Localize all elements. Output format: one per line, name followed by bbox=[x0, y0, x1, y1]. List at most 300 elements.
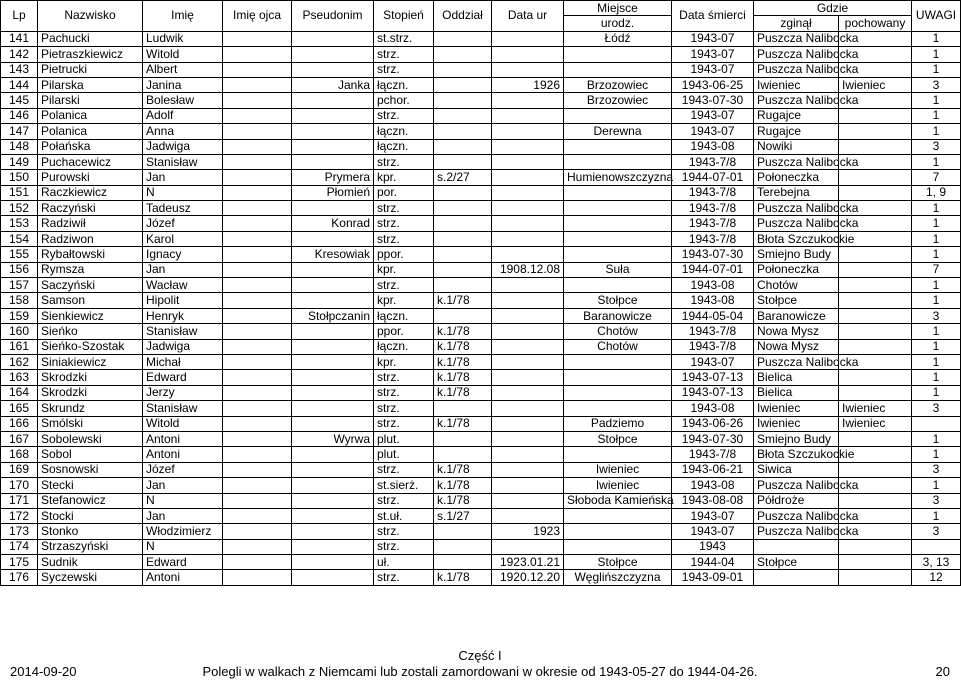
col-data-ur: Data ur bbox=[492, 1, 564, 32]
cell-lp: 145 bbox=[1, 93, 38, 108]
cell-zginal: Półdroże bbox=[754, 493, 839, 508]
cell-imie: Antoni bbox=[143, 431, 223, 446]
cell-imie: Adolf bbox=[143, 108, 223, 123]
cell-imie: Włodzimierz bbox=[143, 524, 223, 539]
cell-stopien: łączn. bbox=[374, 124, 434, 139]
cell-data-smierci: 1944-05-04 bbox=[672, 308, 754, 323]
cell-data-ur: 1908.12.08 bbox=[492, 262, 564, 277]
cell-data-smierci: 1944-04 bbox=[672, 555, 754, 570]
cell-zginal bbox=[754, 539, 839, 554]
cell-miejsce: Stołpce bbox=[564, 555, 672, 570]
cell-miejsce: Derewna bbox=[564, 124, 672, 139]
cell-imie: Jan bbox=[143, 170, 223, 185]
cell-data-ur: 1926 bbox=[492, 77, 564, 92]
cell-zginal: Puszcza Nalibocka bbox=[754, 31, 839, 46]
cell-stopien: strz. bbox=[374, 231, 434, 246]
cell-stopien: strz. bbox=[374, 401, 434, 416]
cell-imie: Anna bbox=[143, 124, 223, 139]
cell-data-smierci: 1943-08 bbox=[672, 401, 754, 416]
table-row bbox=[1, 154, 961, 169]
cell-miejsce bbox=[564, 231, 672, 246]
cell-miejsce: Chotów bbox=[564, 339, 672, 354]
cell-stopien: strz. bbox=[374, 370, 434, 385]
cell-miejsce: Stołpce bbox=[564, 293, 672, 308]
cell-pseudonim: Stołpczanin bbox=[292, 308, 374, 323]
col-oddzial: Oddział bbox=[434, 1, 492, 32]
cell-zginal: Puszcza Nalibocka bbox=[754, 93, 839, 108]
cell-data-ur bbox=[492, 216, 564, 231]
table-row bbox=[1, 324, 961, 339]
cell-stopien: strz. bbox=[374, 524, 434, 539]
cell-nazwisko: Sudnik bbox=[38, 555, 143, 570]
cell-lp: 143 bbox=[1, 62, 38, 77]
cell-pochowany bbox=[839, 324, 912, 339]
cell-data-smierci: 1943-06-26 bbox=[672, 416, 754, 431]
cell-data-ur bbox=[492, 62, 564, 77]
cell-nazwisko: Stecki bbox=[38, 478, 143, 493]
cell-data-smierci: 1943 bbox=[672, 539, 754, 554]
cell-data-ur bbox=[492, 247, 564, 262]
cell-imie: Antoni bbox=[143, 447, 223, 462]
cell-imie: Józef bbox=[143, 462, 223, 477]
cell-pochowany bbox=[839, 431, 912, 446]
cell-imie: Hipolit bbox=[143, 293, 223, 308]
cell-data-ur bbox=[492, 447, 564, 462]
cell-miejsce bbox=[564, 354, 672, 369]
cell-imie-ojca bbox=[223, 416, 292, 431]
cell-zginal: Błota Szczukockie bbox=[754, 231, 839, 246]
cell-zginal: Puszcza Nalibocka bbox=[754, 154, 839, 169]
footer-part: Część I bbox=[458, 648, 502, 663]
cell-imie-ojca bbox=[223, 231, 292, 246]
cell-zginal: Połoneczka bbox=[754, 262, 839, 277]
cell-lp: 163 bbox=[1, 370, 38, 385]
cell-nazwisko: Skrodzki bbox=[38, 385, 143, 400]
cell-lp: 169 bbox=[1, 462, 38, 477]
cell-zginal: Chotów bbox=[754, 278, 839, 293]
cell-lp: 165 bbox=[1, 401, 38, 416]
cell-lp: 168 bbox=[1, 447, 38, 462]
cell-oddzial bbox=[434, 447, 492, 462]
cell-oddzial bbox=[434, 124, 492, 139]
cell-data-smierci: 1943-07 bbox=[672, 124, 754, 139]
cell-zginal bbox=[754, 570, 839, 585]
cell-stopien: st.uł. bbox=[374, 508, 434, 523]
cell-uwagi: 1 bbox=[912, 278, 961, 293]
cell-oddzial: k.1/78 bbox=[434, 339, 492, 354]
cell-uwagi: 1, 9 bbox=[912, 185, 961, 200]
cell-imie-ojca bbox=[223, 493, 292, 508]
cell-oddzial bbox=[434, 108, 492, 123]
header-row bbox=[1, 1, 961, 16]
cell-nazwisko: Sosnowski bbox=[38, 462, 143, 477]
cell-data-smierci: 1943-07-30 bbox=[672, 93, 754, 108]
cell-miejsce bbox=[564, 216, 672, 231]
cell-data-smierci: 1943-7/8 bbox=[672, 185, 754, 200]
cell-miejsce: Słoboda Kamieńska bbox=[564, 493, 672, 508]
cell-oddzial bbox=[434, 62, 492, 77]
footer-date: 2014-09-20 bbox=[10, 664, 77, 679]
cell-data-ur bbox=[492, 354, 564, 369]
cell-zginal: Smiejno Budy bbox=[754, 247, 839, 262]
cell-pseudonim bbox=[292, 293, 374, 308]
cell-uwagi: 1 bbox=[912, 431, 961, 446]
cell-pseudonim bbox=[292, 62, 374, 77]
cell-pseudonim: Płomień bbox=[292, 185, 374, 200]
cell-miejsce bbox=[564, 185, 672, 200]
cell-uwagi: 7 bbox=[912, 170, 961, 185]
cell-oddzial bbox=[434, 185, 492, 200]
cell-imie: Witold bbox=[143, 416, 223, 431]
cell-imie: Henryk bbox=[143, 308, 223, 323]
col-gdzie: Gdzie bbox=[754, 1, 912, 16]
cell-pseudonim bbox=[292, 339, 374, 354]
cell-miejsce bbox=[564, 278, 672, 293]
cell-zginal: Nowa Mysz bbox=[754, 324, 839, 339]
cell-miejsce: Suła bbox=[564, 262, 672, 277]
cell-imie-ojca bbox=[223, 462, 292, 477]
cell-imie-ojca bbox=[223, 370, 292, 385]
cell-imie-ojca bbox=[223, 308, 292, 323]
col-stopien: Stopień bbox=[374, 1, 434, 32]
cell-lp: 141 bbox=[1, 31, 38, 46]
cell-pseudonim: Konrad bbox=[292, 216, 374, 231]
cell-miejsce: Baranowicze bbox=[564, 308, 672, 323]
cell-nazwisko: Pilarski bbox=[38, 93, 143, 108]
cell-lp: 144 bbox=[1, 77, 38, 92]
cell-uwagi: 1 bbox=[912, 124, 961, 139]
cell-pochowany bbox=[839, 493, 912, 508]
cell-uwagi: 1 bbox=[912, 324, 961, 339]
cell-lp: 173 bbox=[1, 524, 38, 539]
table-row bbox=[1, 462, 961, 477]
cell-data-smierci: 1943-07 bbox=[672, 62, 754, 77]
cell-oddzial bbox=[434, 231, 492, 246]
cell-zginal: Puszcza Nalibocka bbox=[754, 62, 839, 77]
cell-data-ur bbox=[492, 539, 564, 554]
cell-data-smierci: 1943-06-21 bbox=[672, 462, 754, 477]
cell-nazwisko: Raczyński bbox=[38, 201, 143, 216]
cell-uwagi: 1 bbox=[912, 31, 961, 46]
cell-lp: 154 bbox=[1, 231, 38, 246]
cell-uwagi: 1 bbox=[912, 201, 961, 216]
cell-oddzial bbox=[434, 278, 492, 293]
cell-uwagi: 1 bbox=[912, 47, 961, 62]
cell-stopien: kpr. bbox=[374, 262, 434, 277]
cell-data-smierci: 1943-07-13 bbox=[672, 385, 754, 400]
cell-data-smierci: 1943-06-25 bbox=[672, 77, 754, 92]
table-row bbox=[1, 231, 961, 246]
col-pseudonim: Pseudonim bbox=[292, 1, 374, 32]
cell-uwagi: 3 bbox=[912, 524, 961, 539]
cell-uwagi: 1 bbox=[912, 354, 961, 369]
cell-pseudonim bbox=[292, 370, 374, 385]
cell-uwagi: 3 bbox=[912, 493, 961, 508]
cell-oddzial: k.1/78 bbox=[434, 462, 492, 477]
cell-imie-ojca bbox=[223, 77, 292, 92]
cell-zginal: Puszcza Nalibocka bbox=[754, 508, 839, 523]
cell-pseudonim: Prymera bbox=[292, 170, 374, 185]
cell-imie: Wacław bbox=[143, 278, 223, 293]
cell-data-ur bbox=[492, 508, 564, 523]
cell-pochowany bbox=[839, 170, 912, 185]
cell-data-ur bbox=[492, 370, 564, 385]
cell-oddzial: k.1/78 bbox=[434, 493, 492, 508]
col-data-smierci: Data śmierci bbox=[672, 1, 754, 32]
cell-zginal: Iwieniec bbox=[754, 416, 839, 431]
cell-stopien: plut. bbox=[374, 447, 434, 462]
cell-data-smierci: 1943-08 bbox=[672, 139, 754, 154]
table-row bbox=[1, 124, 961, 139]
cell-oddzial bbox=[434, 308, 492, 323]
cell-data-smierci: 1943-07-30 bbox=[672, 431, 754, 446]
cell-stopien: strz. bbox=[374, 47, 434, 62]
cell-data-ur bbox=[492, 308, 564, 323]
cell-imie: Bolesław bbox=[143, 93, 223, 108]
cell-pseudonim bbox=[292, 401, 374, 416]
cell-uwagi bbox=[912, 539, 961, 554]
cell-imie: Janina bbox=[143, 77, 223, 92]
col-miejsce: Miejsce bbox=[564, 1, 672, 16]
cell-miejsce bbox=[564, 108, 672, 123]
cell-oddzial bbox=[434, 216, 492, 231]
cell-nazwisko: Polanica bbox=[38, 124, 143, 139]
cell-uwagi: 1 bbox=[912, 62, 961, 77]
cell-zginal: Puszcza Nalibocka bbox=[754, 201, 839, 216]
cell-stopien: strz. bbox=[374, 62, 434, 77]
cell-nazwisko: Sieńko bbox=[38, 324, 143, 339]
cell-imie-ojca bbox=[223, 539, 292, 554]
cell-imie: Michał bbox=[143, 354, 223, 369]
cell-imie: Jan bbox=[143, 262, 223, 277]
cell-stopien: łączn. bbox=[374, 139, 434, 154]
cell-oddzial bbox=[434, 31, 492, 46]
cell-pochowany bbox=[839, 185, 912, 200]
cell-uwagi: 12 bbox=[912, 570, 961, 585]
cell-uwagi: 7 bbox=[912, 262, 961, 277]
cell-data-smierci: 1943-07 bbox=[672, 524, 754, 539]
cell-data-ur bbox=[492, 431, 564, 446]
cell-imie-ojca bbox=[223, 170, 292, 185]
cell-nazwisko: Sienkiewicz bbox=[38, 308, 143, 323]
cell-pseudonim bbox=[292, 108, 374, 123]
cell-oddzial: k.1/78 bbox=[434, 478, 492, 493]
cell-oddzial bbox=[434, 431, 492, 446]
cell-oddzial bbox=[434, 77, 492, 92]
cell-imie: N bbox=[143, 185, 223, 200]
table-row bbox=[1, 293, 961, 308]
cell-pseudonim bbox=[292, 462, 374, 477]
cell-pochowany bbox=[839, 108, 912, 123]
cell-data-ur bbox=[492, 324, 564, 339]
cell-zginal: Bielica bbox=[754, 385, 839, 400]
cell-nazwisko: Radziwon bbox=[38, 231, 143, 246]
cell-data-smierci: 1943-7/8 bbox=[672, 231, 754, 246]
cell-pseudonim bbox=[292, 139, 374, 154]
cell-stopien: strz. bbox=[374, 416, 434, 431]
cell-pseudonim bbox=[292, 47, 374, 62]
cell-lp: 157 bbox=[1, 278, 38, 293]
cell-data-smierci: 1943-07 bbox=[672, 108, 754, 123]
cell-lp: 172 bbox=[1, 508, 38, 523]
cell-nazwisko: Strzaszyński bbox=[38, 539, 143, 554]
cell-stopien: strz. bbox=[374, 201, 434, 216]
cell-pochowany: Iwieniec bbox=[839, 416, 912, 431]
cell-imie-ojca bbox=[223, 401, 292, 416]
table-row bbox=[1, 570, 961, 585]
cell-imie-ojca bbox=[223, 47, 292, 62]
cell-miejsce bbox=[564, 62, 672, 77]
cell-lp: 150 bbox=[1, 170, 38, 185]
cell-nazwisko: Skrundz bbox=[38, 401, 143, 416]
cell-zginal: Terebejna bbox=[754, 185, 839, 200]
cell-uwagi: 1 bbox=[912, 108, 961, 123]
cell-imie-ojca bbox=[223, 555, 292, 570]
cell-data-smierci: 1943-08 bbox=[672, 478, 754, 493]
cell-lp: 170 bbox=[1, 478, 38, 493]
cell-pochowany bbox=[839, 139, 912, 154]
cell-pseudonim: Janka bbox=[292, 77, 374, 92]
cell-data-ur bbox=[492, 124, 564, 139]
cell-imie-ojca bbox=[223, 385, 292, 400]
cell-miejsce bbox=[564, 139, 672, 154]
cell-miejsce: Humienowszczyzna bbox=[564, 170, 672, 185]
cell-miejsce bbox=[564, 201, 672, 216]
cell-pseudonim bbox=[292, 278, 374, 293]
col-imie-ojca: Imię ojca bbox=[223, 1, 292, 32]
cell-uwagi: 1 bbox=[912, 385, 961, 400]
cell-miejsce bbox=[564, 539, 672, 554]
cell-stopien: st.strz. bbox=[374, 31, 434, 46]
cell-nazwisko: Syczewski bbox=[38, 570, 143, 585]
cell-stopien: strz. bbox=[374, 493, 434, 508]
cell-miejsce: Łódź bbox=[564, 31, 672, 46]
table-row bbox=[1, 247, 961, 262]
cell-lp: 176 bbox=[1, 570, 38, 585]
cell-stopien: łączn. bbox=[374, 339, 434, 354]
cell-data-smierci: 1943-07 bbox=[672, 47, 754, 62]
cell-oddzial bbox=[434, 201, 492, 216]
table-row bbox=[1, 216, 961, 231]
cell-lp: 148 bbox=[1, 139, 38, 154]
cell-stopien: strz. bbox=[374, 108, 434, 123]
cell-nazwisko: Smólski bbox=[38, 416, 143, 431]
cell-stopien: łączn. bbox=[374, 308, 434, 323]
cell-miejsce: Węglińszczyzna bbox=[564, 570, 672, 585]
cell-stopien: uł. bbox=[374, 555, 434, 570]
cell-lp: 155 bbox=[1, 247, 38, 262]
cell-oddzial bbox=[434, 247, 492, 262]
cell-pseudonim bbox=[292, 555, 374, 570]
cell-imie-ojca bbox=[223, 62, 292, 77]
cell-zginal: Puszcza Nalibocka bbox=[754, 216, 839, 231]
cell-pochowany bbox=[839, 555, 912, 570]
cell-imie: Edward bbox=[143, 555, 223, 570]
cell-zginal: Iwieniec bbox=[754, 77, 839, 92]
cell-stopien: strz. bbox=[374, 154, 434, 169]
table-row bbox=[1, 201, 961, 216]
cell-nazwisko: Połańska bbox=[38, 139, 143, 154]
cell-pseudonim bbox=[292, 124, 374, 139]
cell-miejsce: Iwieniec bbox=[564, 478, 672, 493]
cell-oddzial: s.1/27 bbox=[434, 508, 492, 523]
cell-data-ur bbox=[492, 154, 564, 169]
cell-nazwisko: Raczkiewicz bbox=[38, 185, 143, 200]
cell-lp: 158 bbox=[1, 293, 38, 308]
cell-imie: Jadwiga bbox=[143, 139, 223, 154]
cell-data-smierci: 1943-08-08 bbox=[672, 493, 754, 508]
cell-nazwisko: Sobol bbox=[38, 447, 143, 462]
cell-oddzial bbox=[434, 139, 492, 154]
cell-nazwisko: Pilarska bbox=[38, 77, 143, 92]
cell-imie-ojca bbox=[223, 278, 292, 293]
cell-stopien: strz. bbox=[374, 462, 434, 477]
cell-imie-ojca bbox=[223, 339, 292, 354]
cell-zginal: Puszcza Nalibocka bbox=[754, 47, 839, 62]
cell-oddzial: s.2/27 bbox=[434, 170, 492, 185]
cell-imie: Jan bbox=[143, 478, 223, 493]
cell-data-smierci: 1943-07 bbox=[672, 354, 754, 369]
table-row bbox=[1, 447, 961, 462]
col-lp: Lp bbox=[1, 1, 38, 32]
cell-data-ur bbox=[492, 401, 564, 416]
cell-uwagi: 3 bbox=[912, 77, 961, 92]
cell-data-smierci: 1943-07 bbox=[672, 31, 754, 46]
cell-imie: Albert bbox=[143, 62, 223, 77]
table-row bbox=[1, 308, 961, 323]
cell-miejsce: Iwieniec bbox=[564, 462, 672, 477]
table-row bbox=[1, 539, 961, 554]
cell-uwagi: 1 bbox=[912, 508, 961, 523]
cell-pseudonim bbox=[292, 493, 374, 508]
cell-imie: Jadwiga bbox=[143, 339, 223, 354]
cell-uwagi: 1 bbox=[912, 231, 961, 246]
cell-data-ur bbox=[492, 493, 564, 508]
cell-data-ur: 1923.01.21 bbox=[492, 555, 564, 570]
cell-data-ur bbox=[492, 31, 564, 46]
table-row bbox=[1, 31, 961, 46]
cell-imie: Ludwik bbox=[143, 31, 223, 46]
cell-miejsce bbox=[564, 370, 672, 385]
cell-data-smierci: 1944-07-01 bbox=[672, 262, 754, 277]
cell-pseudonim bbox=[292, 154, 374, 169]
cell-nazwisko: Rymsza bbox=[38, 262, 143, 277]
cell-data-ur bbox=[492, 93, 564, 108]
cell-lp: 161 bbox=[1, 339, 38, 354]
cell-imie: Tadeusz bbox=[143, 201, 223, 216]
cell-miejsce bbox=[564, 524, 672, 539]
cell-imie-ojca bbox=[223, 324, 292, 339]
cell-pochowany bbox=[839, 539, 912, 554]
cell-oddzial bbox=[434, 524, 492, 539]
cell-imie: Józef bbox=[143, 216, 223, 231]
cell-pochowany: Iwieniec bbox=[839, 401, 912, 416]
cell-data-ur bbox=[492, 339, 564, 354]
cell-lp: 147 bbox=[1, 124, 38, 139]
cell-pochowany bbox=[839, 339, 912, 354]
cell-nazwisko: Pietraszkiewicz bbox=[38, 47, 143, 62]
cell-nazwisko: Pietrucki bbox=[38, 62, 143, 77]
cell-data-ur bbox=[492, 185, 564, 200]
cell-imie-ojca bbox=[223, 354, 292, 369]
cell-pseudonim bbox=[292, 508, 374, 523]
cell-uwagi: 3 bbox=[912, 308, 961, 323]
cell-uwagi: 1 bbox=[912, 93, 961, 108]
cell-miejsce bbox=[564, 247, 672, 262]
cell-stopien: strz. bbox=[374, 539, 434, 554]
cell-lp: 166 bbox=[1, 416, 38, 431]
cell-pochowany: Iwieniec bbox=[839, 77, 912, 92]
